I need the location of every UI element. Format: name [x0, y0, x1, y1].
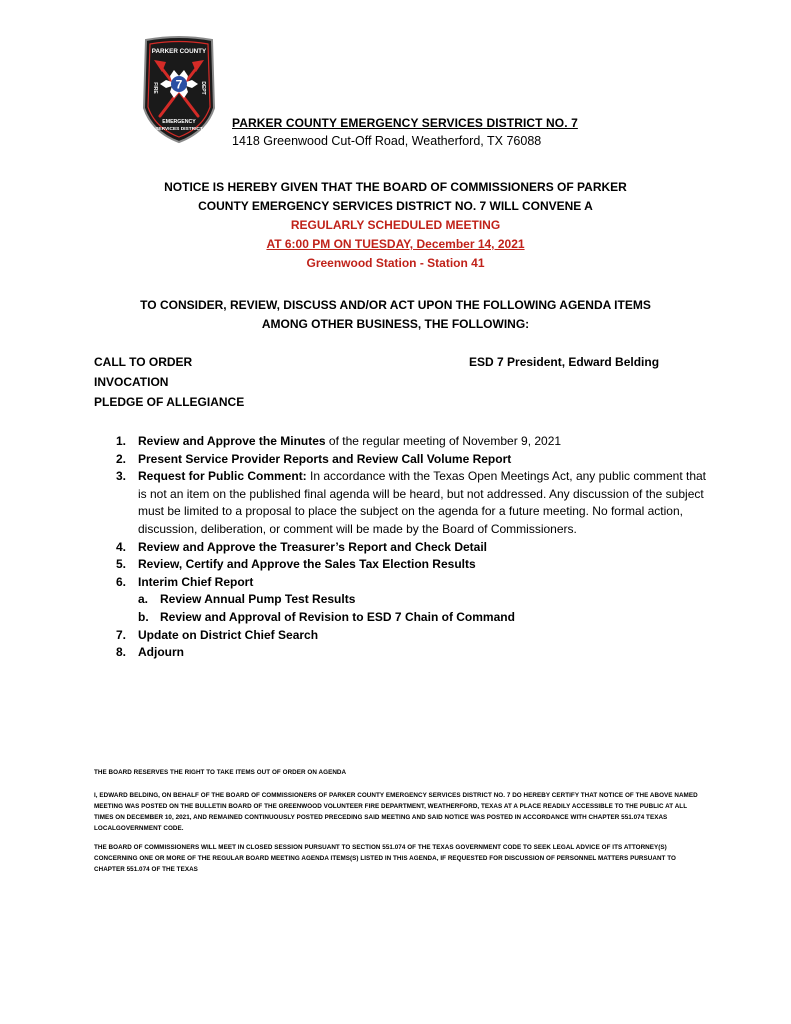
- agenda-item-title: Adjourn: [138, 645, 184, 660]
- logo-right-text: DEPT: [200, 81, 206, 95]
- agenda-item: [116, 644, 716, 662]
- agenda-item-number: 4.: [116, 539, 127, 554]
- logo-bottom-line1: EMERGENCY: [162, 119, 196, 125]
- meeting-type: REGULARLY SCHEDULED MEETING: [290, 218, 501, 232]
- agenda-subitem: [116, 609, 716, 627]
- closed-session-notice: THE BOARD OF COMMISSIONERS WILL MEET IN CLOSED SESSION PURSUANT TO SECTION 551.074 OF THE TEXAS GOVERNMENT CODE TO SEEK LEGAL ADVICE OF ITS ATTORNEY(S) CONCERNING ONE OR MORE OF THE REGULAR BOARD MEETING AGENDA ITEMS(S) LISTED IN THIS AGENDA, IF REQUESTED FOR DISCUSSION OF PERSONNEL MATTERS PURSUANT TO CHAPTER 551.074 OF THE TEXAS: [94, 844, 676, 873]
- agenda-item-number: 5.: [116, 557, 127, 572]
- district-address: 1418 Greenwood Cut-Off Road, Weatherford, TX 76088: [232, 134, 542, 148]
- invocation: INVOCATION: [94, 375, 169, 389]
- logo-left-text: FIRE: [152, 82, 158, 94]
- pledge-of-allegiance: PLEDGE OF ALLEGIANCE: [94, 395, 245, 409]
- agenda-subitem: [116, 591, 716, 609]
- purpose-line-2: AMONG OTHER BUSINESS, THE FOLLOWING:: [261, 317, 530, 331]
- agenda-item-title: Request for Public Comment:: [138, 469, 307, 484]
- agenda-list: [116, 433, 716, 662]
- agenda-subitem-title: Review and Approval of Revision to ESD 7 Chain of Command: [160, 609, 515, 624]
- agenda-item-title: Update on District Chief Search: [138, 627, 319, 642]
- meeting-location: Greenwood Station - Station 41: [306, 256, 485, 270]
- purpose-line-1: TO CONSIDER, REVIEW, DISCUSS AND/OR ACT UPON THE FOLLOWING AGENDA ITEMS: [140, 298, 651, 312]
- agenda-item-title: Review and Approve the Minutes: [138, 434, 326, 448]
- district-name: PARKER COUNTY EMERGENCY SERVICES DISTRICT NO. 7: [232, 116, 578, 130]
- agenda-subitem-letter: b.: [138, 609, 149, 624]
- agenda-item: [116, 468, 716, 538]
- agenda-item: [116, 451, 716, 469]
- logo-top-text: PARKER COUNTY: [151, 48, 207, 55]
- agenda-item-detail: of the regular meeting of November 9, 2021: [325, 434, 562, 448]
- order-reservation-note: THE BOARD RESERVES THE RIGHT TO TAKE ITEMS OUT OF ORDER ON AGENDA: [94, 769, 347, 776]
- agenda-item: [116, 539, 716, 557]
- agenda-item: [116, 433, 716, 451]
- agenda-item-number: 2.: [116, 451, 127, 466]
- meeting-date-time: AT 6:00 PM ON TUESDAY, December 14, 2021: [266, 237, 525, 251]
- agenda-item: [116, 574, 716, 592]
- agenda-item-title: Interim Chief Report: [138, 574, 254, 589]
- presiding-officer: ESD 7 President, Edward Belding: [469, 355, 660, 369]
- agenda-item-number: 7.: [116, 627, 127, 642]
- agenda-item-number: 6.: [116, 574, 127, 589]
- notice-line-2: COUNTY EMERGENCY SERVICES DISTRICT NO. 7 WILL CONVENE A: [198, 199, 593, 213]
- agenda-item-title: Review and Approve the Treasurer’s Report and Check Detail: [138, 539, 487, 554]
- logo-number: 7: [175, 77, 183, 92]
- agenda-item-title: Present Service Provider Reports and Review Call Volume Report: [138, 451, 512, 466]
- call-to-order: CALL TO ORDER: [94, 355, 193, 369]
- agenda-item-title: Review, Certify and Approve the Sales Tax Election Results: [138, 557, 476, 572]
- agenda-item-detail: In accordance with the Texas Open Meetings Act, any public comment that is not an item on the published final agenda will be heard, but not addressed. Any discussion of the subject must be limited to a proposal to place the subject on the agenda for a future meeting. No formal action, discussion, deliberation, or comment will be made by the Board of Commissioners.: [138, 469, 707, 536]
- logo-bottom-line2: SERVICES DISTRICT: [155, 127, 203, 132]
- agenda-item: [116, 627, 716, 645]
- fire-department-shield-logo: [140, 36, 218, 144]
- agenda-subitem-title: Review Annual Pump Test Results: [160, 592, 356, 607]
- agenda-subitem-letter: a.: [138, 592, 149, 607]
- agenda-item-number: 1.: [116, 434, 127, 448]
- notice-line-1: NOTICE IS HEREBY GIVEN THAT THE BOARD OF COMMISSIONERS OF PARKER: [164, 180, 627, 194]
- agenda-item-number: 8.: [116, 645, 127, 660]
- agenda-item: [116, 556, 716, 574]
- posting-certification: I, EDWARD BELDING, ON BEHALF OF THE BOARD OF COMMISSIONERS OF PARKER COUNTY EMERGENCY SERVICES DISTRICT NO. 7 DO HEREBY CERTIFY THAT NOTICE OF THE ABOVE NAMED MEETING WAS POSTED ON THE BULLETIN BOARD OF THE GREENWOOD VOLUNTEER FIRE DEPARTMENT, WEATHERFORD, TEXAS AT A PLACE READILY ACCESSIBLE TO THE PUBLIC AT ALL TIMES ON DECEMBER 10, 2021, AND REMAINED CONTINUOUSLY POSTED PRECEDING SAID MEETING AND SAID NOTICE WAS POSTED IN ACCORDANCE WITH CHAPTER 551.074 TEXAS LOCALGOVERNMENT CODE.: [94, 792, 698, 832]
- agenda-item-number: 3.: [116, 469, 127, 484]
